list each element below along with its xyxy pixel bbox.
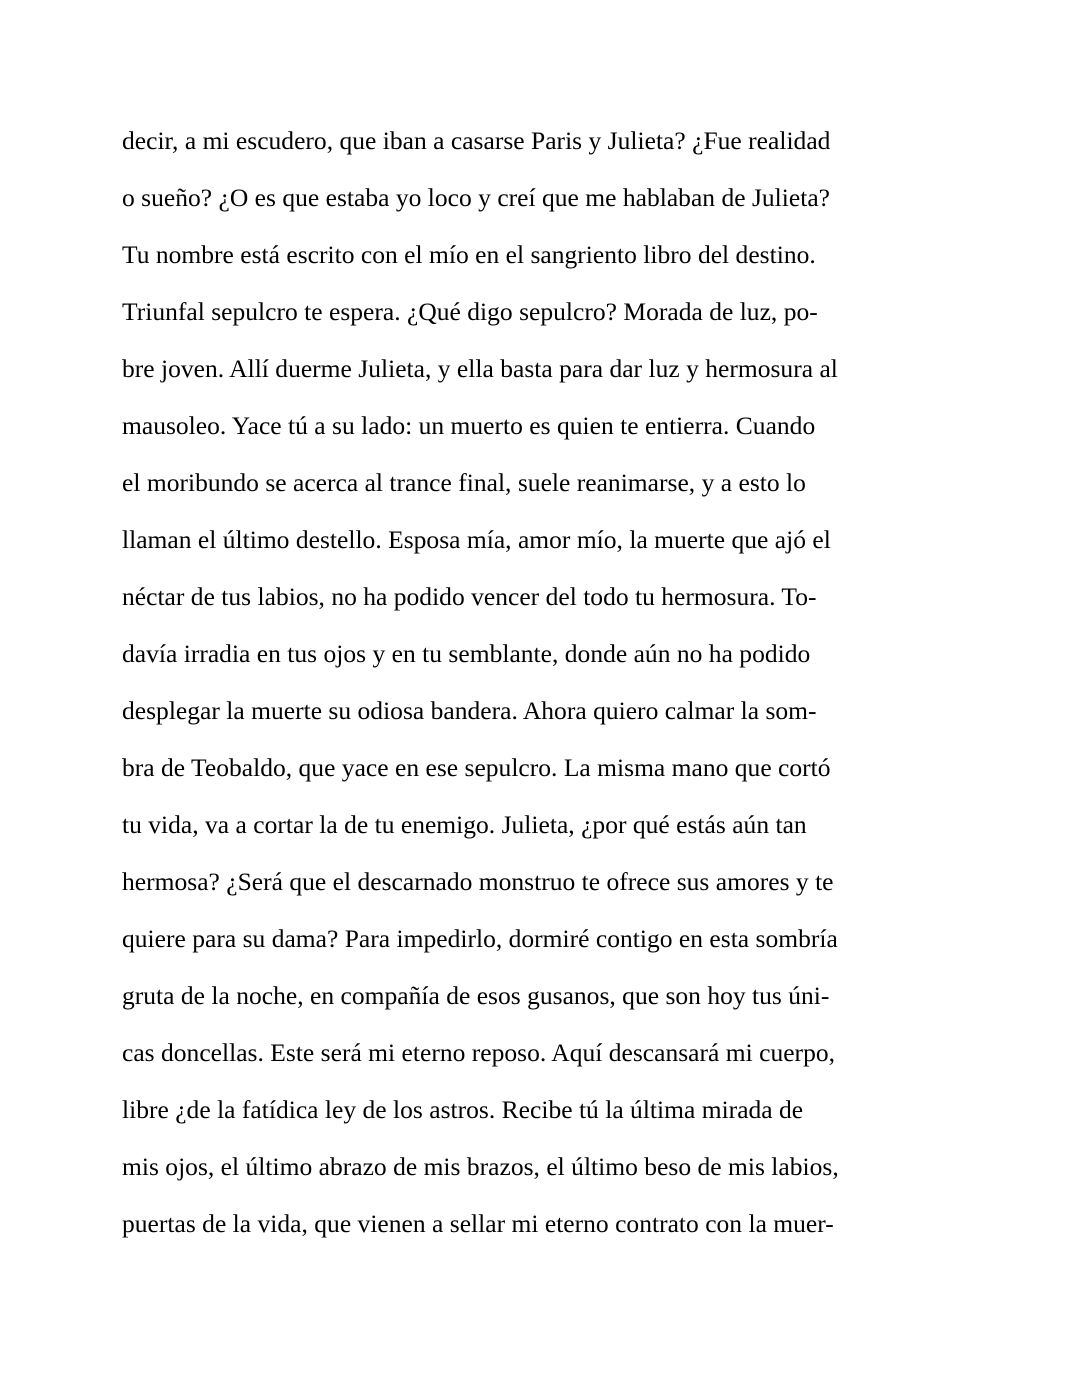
- text-line: cas doncellas. Este será mi eterno reposo. Aquí descansará mi cuerpo,: [122, 1038, 836, 1067]
- text-line: Triunfal sepulcro te espera. ¿Qué digo sepulcro? Morada de luz, po-: [122, 297, 818, 326]
- text-line: decir, a mi escudero, que iban a casarse Paris y Julieta? ¿Fue realidad: [122, 126, 831, 155]
- text-line: bra de Teobaldo, que yace en ese sepulcro. La misma mano que cortó: [122, 753, 831, 782]
- text-line: mausoleo. Yace tú a su lado: un muerto es quien te entierra. Cuando: [122, 411, 816, 440]
- text-line: puertas de la vida, que vienen a sellar mi eterno contrato con la muer-: [122, 1209, 834, 1238]
- text-line: mis ojos, el último abrazo de mis brazos, el último beso de mis labios,: [122, 1152, 839, 1181]
- body-text-block: [122, 112, 882, 1252]
- text-line: quiere para su dama? Para impedirlo, dormiré contigo en esta sombría: [122, 924, 838, 953]
- text-line: Tu nombre está escrito con el mío en el sangriento libro del destino.: [122, 240, 816, 269]
- text-line: davía irradia en tus ojos y en tu semblante, donde aún no ha podido: [122, 639, 811, 668]
- text-line: libre ¿de la fatídica ley de los astros. Recibe tú la última mirada de: [122, 1095, 804, 1124]
- text-line: o sueño? ¿O es que estaba yo loco y creí que me hablaban de Julieta?: [122, 183, 831, 212]
- text-line: desplegar la muerte su odiosa bandera. Ahora quiero calmar la som-: [122, 696, 817, 725]
- text-line: el moribundo se acerca al trance final, suele reanimarse, y a esto lo: [122, 468, 806, 497]
- text-line: gruta de la noche, en compañía de esos gusanos, que son hoy tus úni-: [122, 981, 830, 1010]
- text-line: néctar de tus labios, no ha podido vencer del todo tu hermosura. To-: [122, 582, 817, 611]
- text-line: llaman el último destello. Esposa mía, amor mío, la muerte que ajó el: [122, 525, 831, 554]
- text-line: bre joven. Allí duerme Julieta, y ella basta para dar luz y hermosura al: [122, 354, 838, 383]
- text-line: tu vida, va a cortar la de tu enemigo. Julieta, ¿por qué estás aún tan: [122, 810, 807, 839]
- text-line: hermosa? ¿Será que el descarnado monstruo te ofrece sus amores y te: [122, 867, 834, 896]
